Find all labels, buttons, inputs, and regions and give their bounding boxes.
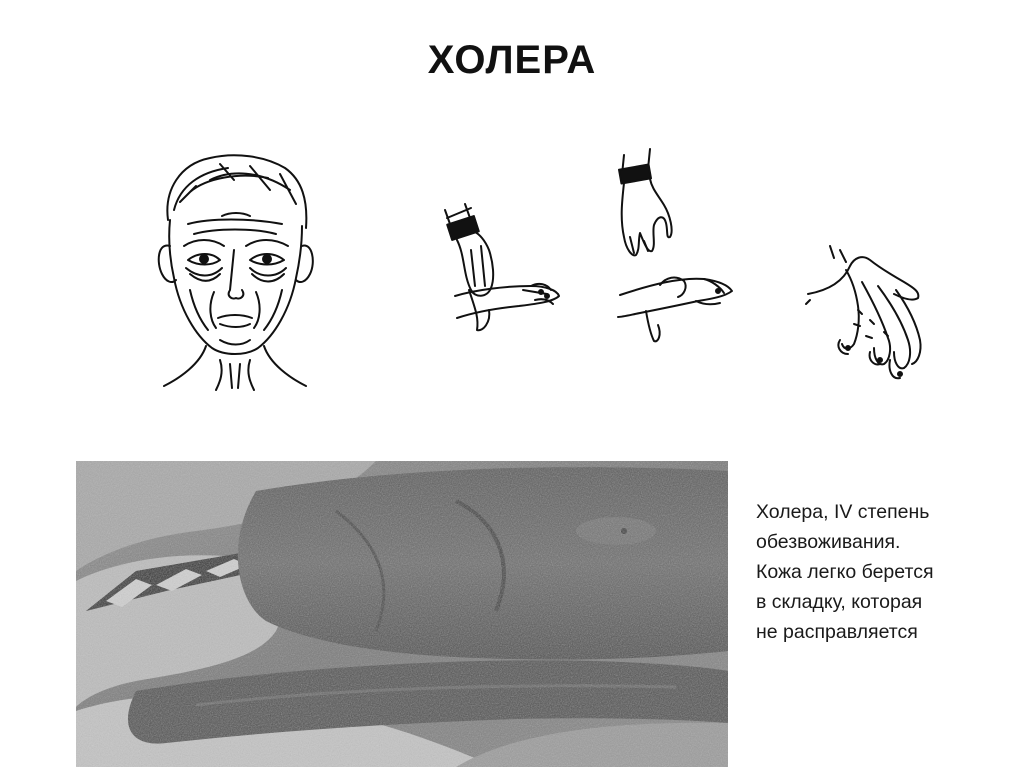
caption-line: обезвоживания. <box>756 531 901 553</box>
face-illustration-icon <box>150 150 320 400</box>
caption <box>756 497 1016 647</box>
patient-arm-photo-icon <box>76 461 728 767</box>
page-title: ХОЛЕРА <box>427 38 597 82</box>
caption-line: Холера, IV степень <box>756 501 930 523</box>
skin-fold-remaining-icon <box>600 145 750 350</box>
caption-line: в складку, которая <box>756 591 923 613</box>
skin-fold-pinch-icon <box>435 190 565 340</box>
patient-arm-photo <box>76 461 728 767</box>
washerwoman-hand-icon <box>800 240 930 405</box>
caption-line: не расправляется <box>756 621 918 643</box>
caption-line: Кожа легко берется <box>756 561 934 583</box>
